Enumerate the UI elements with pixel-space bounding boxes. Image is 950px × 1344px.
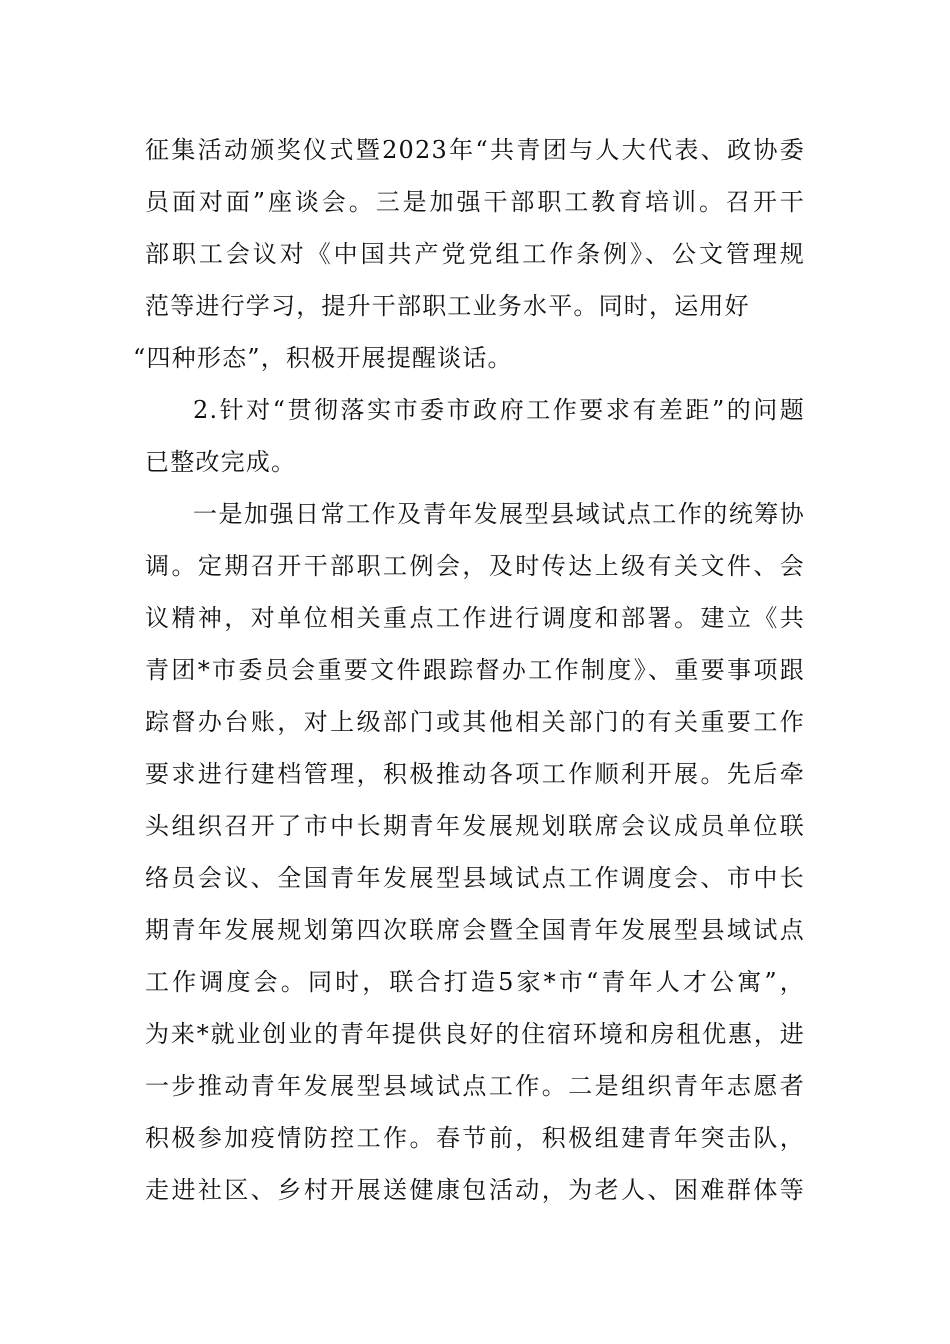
text-line: 要求进行建档管理，积极推动各项工作顺利开展。先后牵	[145, 760, 805, 788]
text-line: 部职工会议对《中国共产党党组工作条例》、公文管理规	[145, 240, 805, 268]
document-body	[133, 124, 805, 1216]
text-line: 络员会议、全国青年发展型县域试点工作调度会、市中长	[145, 864, 805, 892]
text-line: 范等进行学习，提升干部职工业务水平。同时，运用好	[145, 292, 750, 320]
text-line: 调。定期召开干部职工例会，及时传达上级有关文件、会	[145, 552, 805, 580]
text-line: 积极参加疫情防控工作。春节前，积极组建青年突击队，	[145, 1124, 805, 1152]
text-line: 工作调度会。同时，联合打造5家*市“青年人才公寓”，	[145, 968, 805, 996]
text-line: 征集活动颁奖仪式暨2023年“共青团与人大代表、政协委	[145, 136, 805, 164]
text-line: 一是加强日常工作及青年发展型县域试点工作的统筹协	[193, 500, 805, 528]
text-line: 议精神，对单位相关重点工作进行调度和部署。建立《共	[145, 604, 805, 632]
paragraph-3	[145, 488, 805, 1216]
text-line: 员面对面”座谈会。三是加强干部职工教育培训。召开干	[145, 188, 805, 216]
text-line: 踪督办台账，对上级部门或其他相关部门的有关重要工作	[145, 708, 805, 736]
text-line: 走进社区、乡村开展送健康包活动，为老人、困难群体等	[145, 1176, 805, 1204]
text-line: “四种形态”，积极开展提醒谈话。	[133, 344, 513, 372]
text-line: 已整改完成。	[145, 448, 297, 476]
paragraph-2	[145, 384, 805, 488]
text-line: 青团*市委员会重要文件跟踪督办工作制度》、重要事项跟	[145, 656, 805, 684]
text-line: 一步推动青年发展型县域试点工作。二是组织青年志愿者	[145, 1072, 805, 1100]
paragraph-1	[133, 124, 805, 384]
text-line: 头组织召开了市中长期青年发展规划联席会议成员单位联	[145, 812, 805, 840]
text-line: 2.针对“贯彻落实市委市政府工作要求有差距”的问题	[193, 396, 805, 424]
text-line: 期青年发展规划第四次联席会暨全国青年发展型县域试点	[145, 916, 805, 944]
text-line: 为来*就业创业的青年提供良好的住宿环境和房租优惠，进	[145, 1020, 805, 1048]
